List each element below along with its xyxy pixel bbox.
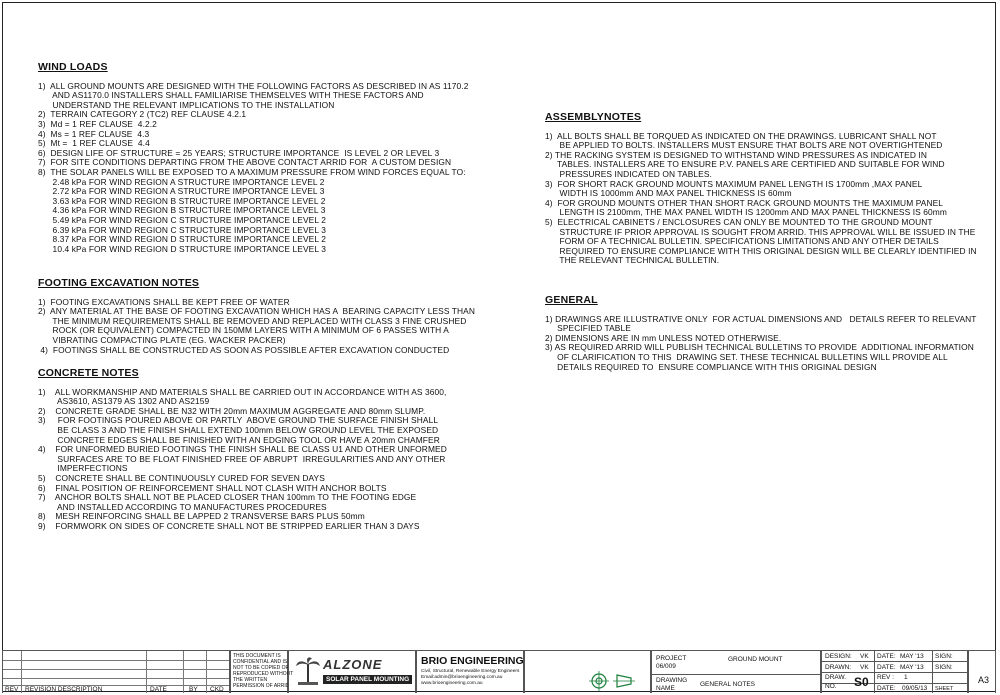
note-line: 3) Md = 1 REF CLAUSE 4.2.2 [38,118,157,129]
note-line: CONCRETE EDGES SHALL BE FINISHED WITH AN EDGING TOOL OR HAVE A 20mm CHAMFER [38,434,440,445]
note-line: REQUIRED TO ENSURE COMPLIANCE WITH THIS ORIGINAL DESIGN WILL BE CLEARLY IDENTIFIED IN [545,245,977,256]
concrete-section [38,369,447,532]
note-line: 4) FOR GROUND MOUNTS OTHER THAN SHORT RACK GROUND MOUNTS THE MAXIMUM PANEL [545,197,944,208]
concrete-list [38,388,447,532]
drawn-by: VK [860,664,869,671]
drawn-sign-label: SIGN: [935,664,953,671]
general-heading: GENERAL [545,294,598,306]
note-line: AS3610, AS1379 AS 1302 AND AS2159 [38,396,210,407]
issue-date-label: DATE: [877,685,896,692]
assembly-heading: ASSEMBLYNOTES [545,111,642,123]
note-line: SPECIFIED TABLE [545,323,631,334]
note-line: Email:admin@brioengineering.com.au [421,675,503,680]
drawn-date: MAY '13 [900,664,924,671]
revision-table [2,650,230,693]
note-line: WIDTH IS 1000mm AND MAX PANEL THICKNESS IS 60mm [545,188,792,199]
project-name: GROUND MOUNT [728,656,783,663]
note-line: 2) CONCRETE GRADE SHALL BE N32 WITH 20mm MAXIMUM AGGREGATE AND 80mm SLUMP. [38,405,426,416]
projection-symbol-icon [589,671,637,691]
logo-subtitle: SOLAR PANEL MOUNTING [323,675,412,684]
note-line: 1) DRAWINGS ARE ILLUSTRATIVE ONLY FOR ACTUAL DIMENSIONS AND DETAILS REFER TO RELEVANT [545,313,977,324]
note-line: 1) FOOTING EXCAVATIONS SHALL BE KEPT FREE OF WATER [38,296,290,307]
drawn-label: DRAWN: [825,664,852,671]
drawn-date-label: DATE: [877,664,896,671]
note-line: UNDERSTAND THE RELEVANT IMPLICATIONS TO THE INSTALLATION [38,99,335,110]
note-line: 1) ALL BOLTS SHALL BE TORQUED AS INDICATED ON THE DRAWINGS. LUBRICANT SHALL NOT [545,130,937,141]
assembly-section [545,113,977,266]
by-col-header: BY [189,686,198,693]
note-line: REPRODUCED WITHOUT [233,671,294,677]
confidential-list [233,653,294,689]
note-line: 7) FOR SITE CONDITIONS DEPARTING FROM THE ABOVE CONTACT ARRID FOR A CUSTOM DESIGN [38,157,452,168]
revision-description-header: REVISION DESCRIPTION [25,686,103,693]
sheet-label: SHEET [935,686,954,692]
wind-loads-list [38,82,469,255]
note-line: BE APPLIED TO BOLTS. INSTALLERS MUST ENSURE THAT BOLTS ARE NOT OVERTIGHTENED [545,140,943,151]
note-line: 2.72 kPa FOR WIND REGION A STRUCTURE IMPORTANCE LEVEL 3 [38,186,325,197]
signoff-box [821,650,968,693]
note-line: 1) ALL WORKMANSHIP AND MATERIALS SHALL BE CARRIED OUT IN ACCORDANCE WITH AS 3600, [38,386,447,397]
design-by: VK [860,653,869,660]
draw-no-label-2: NO. [825,683,837,690]
note-line: ROCK (OR EQUIVALENT) COMPACTED IN 150MM LAYERS WITH A MINIMUM OF 6 PASSES WITH A [38,325,449,336]
note-line: CONFIDENTIAL AND IS [233,659,288,665]
symbols-box [524,650,651,693]
note-line: LENGTH IS 2100mm, THE MAX PANEL WIDTH IS 1200mm AND MAX PANEL THICKNESS IS 60mm [545,207,947,218]
note-line: 6) DESIGN LIFE OF STRUCTURE = 25 YEARS; STRUCTURE IMPORTANCE IS LEVEL 2 OR LEVEL 3 [38,147,440,158]
concrete-heading: CONCRETE NOTES [38,367,139,379]
general-list [545,315,977,373]
note-line: 4) FOR UNFORMED BURIED FOOTINGS THE FINISH SHALL BE CLASS U1 AND OTHER UNFORMED [38,444,447,455]
note-line: 5) CONCRETE SHALL BE CONTINUOUSLY CURED FOR SEVEN DAYS [38,472,325,483]
footing-heading: FOOTING EXCAVATION NOTES [38,277,200,289]
drawing-name-label-2: NAME [656,685,675,692]
note-line: STRUCTURE IF PRIOR APPROVAL IS SOUGHT FROM ARRID. THIS APPROVAL WILL BE ISSUED IN THE [545,226,976,237]
note-line: THE MINIMUM REQUIREMENTS SHALL BE REMOVED AND REPLACED WITH CLASS 3 FINE CRUSHED [38,315,467,326]
note-line: PERMISSION OF ARRID [233,683,290,689]
general-section [545,296,977,372]
note-line: 2.48 kPa FOR WIND REGION A STRUCTURE IMPORTANCE LEVEL 2 [38,176,325,187]
issue-date: 09/05/13 [902,685,928,692]
note-line: 2) ANY MATERIAL AT THE BASE OF FOOTING EXCAVATION WHICH HAS A BEARING CAPACITY LESS THAN [38,306,475,317]
note-line: 3) FOR FOOTINGS POURED ABOVE OR PARTLY ABOVE GROUND THE SURFACE FINISH SHALL [38,415,439,426]
wind-loads-section [38,63,469,254]
note-line: 8) MESH REINFORCING SHALL BE LAPPED 2 TRANSVERSE BARS PLUS 50mm [38,511,365,522]
footing-section [38,279,475,355]
note-line: 1) ALL GROUND MOUNTS ARE DESIGNED WITH THE FOLLOWING FACTORS AS DESCRIBED IN AS 1170.2 [38,80,469,91]
project-number: 06/009 [656,663,676,670]
drawing-name: GENERAL NOTES [700,681,756,688]
title-block [0,650,1000,695]
logo-name: ALZONE [323,657,383,672]
rev-value: 1 [904,674,908,681]
drawing-number: S0 [854,675,869,689]
logo-box [288,650,416,693]
note-line: SURFACES ARE TO BE FLOAT FINISHED FREE OF ABRUPT IRREGULARITIES AND ANY OTHER [38,453,446,464]
note-line: 7) ANCHOR BOLTS SHALL NOT BE PLACED CLOSER THAN 100mm TO THE FOOTING EDGE [38,492,417,503]
note-line: OF CLARIFICATION TO THIS DRAWING SET. THESE TECHNICAL BULLETINS WILL PROVIDE ALL [545,351,948,362]
draw-no-label-1: DRAW. [825,674,847,681]
drawing-name-label-1: DRAWING [656,677,688,684]
note-line: 3) AS REQUIRED ARRID WILL PUBLISH TECHNICAL BULLETINS TO PROVIDE ADDITIONAL INFORMATION [545,342,974,353]
note-line: 10.4 kPa FOR WIND REGION D STRUCTURE IMPORTANCE LEVEL 3 [38,243,326,254]
date-col-header: DATE [150,686,167,693]
note-line: BE CLASS 3 AND THE FINISH SHALL EXTEND 100mm BELOW GROUND LEVEL THE EXPOSED [38,424,439,435]
company-box [416,650,524,693]
note-line: 4.36 kPa FOR WIND REGION B STRUCTURE IMPORTANCE LEVEL 3 [38,205,326,216]
footing-list [38,298,475,356]
paper-size-box [968,650,996,693]
note-line: 2) TERRAIN CATEGORY 2 (TC2) REF CLAUSE 4.2.1 [38,109,247,120]
note-line: 4) Ms = 1 REF CLAUSE 4.3 [38,128,150,139]
note-line: FORM OF A TECHNICAL BULLETIN. SPECIFICATIONS LIMITATIONS AND ANY OTHER DETAILS [545,236,939,247]
note-line: 5) ELECTRICAL CABINETS / ENCLOSURES CAN ONLY BE MOUNTED TO THE GROUND MOUNT [545,216,933,227]
design-label: DESIGN: [825,653,852,660]
paper-size: A3 [978,675,990,685]
note-line: 6.39 kPa FOR WIND REGION C STRUCTURE IMPORTANCE LEVEL 3 [38,224,326,235]
note-line: THE WRITTEN [233,677,268,683]
company-name: BRIO ENGINEERING [421,655,524,667]
design-date: MAY '13 [900,653,924,660]
note-line: 8.37 kPa FOR WIND REGION D STRUCTURE IMPORTANCE LEVEL 2 [38,234,326,245]
note-line: AND INSTALLED ACCORDING TO MANUFACTURES PROCEDURES [38,501,327,512]
project-box [651,650,821,693]
ckd-col-header: CKD [210,686,224,693]
company-details [421,669,519,687]
design-sign-label: SIGN: [935,653,953,660]
note-line: TABLES. INSTALLERS ARE TO ENSURE P.V. PANELS ARE CERTIFIED AND SUITABLE FOR WIND [545,159,945,170]
note-line: 8) THE SOLAR PANELS WILL BE EXPOSED TO A MAXIMUM PRESSURE FROM WIND FORCES EQUAL TO: [38,166,466,177]
note-line: AND AS1170.0 INSTALLERS SHALL FAMILIARISE THEMSELVES WITH THESE FACTORS AND [38,90,424,101]
assembly-list [545,132,977,266]
note-line: 2) DIMENSIONS ARE IN mm UNLESS NOTED OTHERWISE. [545,332,782,343]
note-line: 9) FORMWORK ON SIDES OF CONCRETE SHALL NOT BE STRIPPED EARLIER THAN 3 DAYS [38,520,420,531]
confidential-note [230,650,294,693]
rev-col-header: REV [5,686,19,693]
note-line: THE RELEVANT TECHNICAL BULLETIN. [545,255,720,266]
note-line: 5.49 kPa FOR WIND REGION C STRUCTURE IMPORTANCE LEVEL 2 [38,214,326,225]
design-date-label: DATE: [877,653,896,660]
note-line: NOT TO BE COPIED OR [233,665,290,671]
note-line: Civil, Structural, Renewable Energy Engineers [421,669,520,674]
note-line: PRESSURES INDICATED ON TABLES. [545,168,712,179]
project-label: PROJECT [656,655,687,662]
note-line: 3.63 kPa FOR WIND REGION B STRUCTURE IMPORTANCE LEVEL 2 [38,195,326,206]
palm-tree-icon [295,656,321,686]
note-line: THIS DOCUMENT IS [233,653,281,659]
note-line: IMPERFECTIONS [38,463,128,474]
note-line: www.brioengineering.com.au [421,681,483,686]
note-line: DETAILS REQUIRED TO ENSURE COMPLIANCE WITH THIS ORIGINAL DESIGN [545,361,877,372]
note-line: 6) FINAL POSITION OF REINFORCEMENT SHALL NOT CLASH WITH ANCHOR BOLTS [38,482,387,493]
note-line: VIBRATING COMPACTING PLATE (EG. WACKER PACKER) [38,334,286,345]
wind-loads-heading: WIND LOADS [38,61,108,73]
note-line: 5) Mt = 1 REF CLAUSE 4.4 [38,138,150,149]
note-line: 4) FOOTINGS SHALL BE CONSTRUCTED AS SOON AS POSSIBLE AFTER EXCAVATION CONDUCTED [38,344,450,355]
rev-label: REV : [877,674,894,681]
note-line: 2) THE RACKING SYSTEM IS DESIGNED TO WITHSTAND WIND PRESSURES AS INDICATED IN [545,149,927,160]
note-line: 3) FOR SHORT RACK GROUND MOUNTS MAXIMUM PANEL LENGTH IS 1700mm ,MAX PANEL [545,178,923,189]
